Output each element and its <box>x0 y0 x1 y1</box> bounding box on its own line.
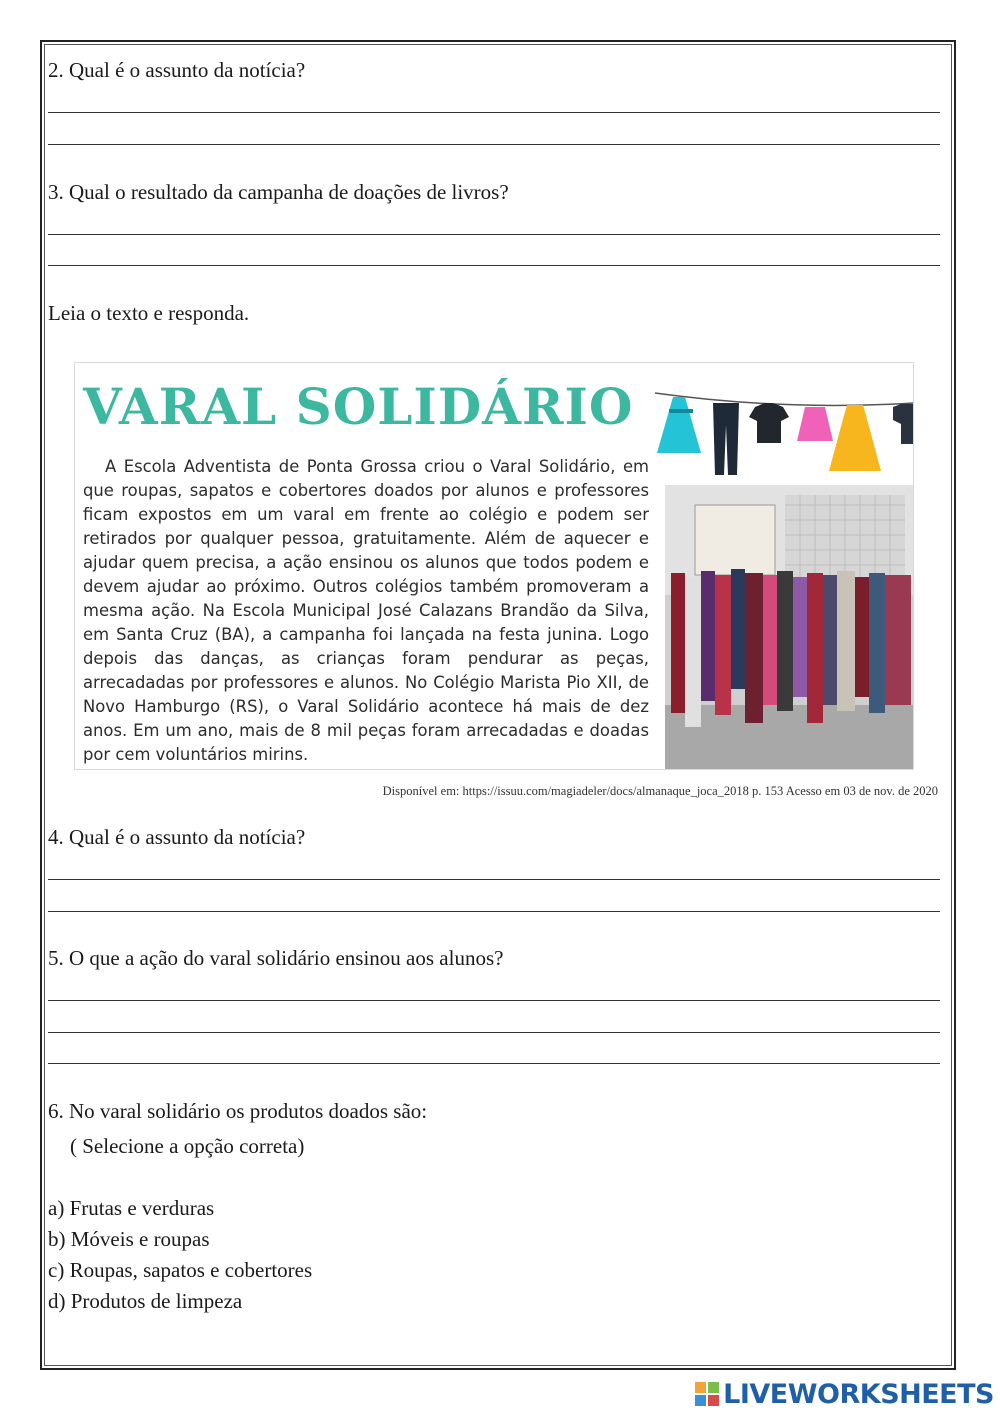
liveworksheets-logo <box>695 1378 994 1410</box>
instruction: Leia o texto e responda. <box>48 301 250 325</box>
question-5: 5. O que a ação do varal solidário ensinou aos alunos? <box>48 946 504 970</box>
answer-line-q2-1[interactable] <box>48 112 940 113</box>
answer-line-q4-1[interactable] <box>48 879 940 880</box>
option-c[interactable]: c) Roupas, sapatos e cobertores <box>48 1258 313 1282</box>
option-d[interactable]: d) Produtos de limpeza <box>48 1289 243 1313</box>
shirt-icon <box>749 403 789 443</box>
answer-line-q4-2[interactable] <box>48 911 940 912</box>
source-citation: Disponível em: https://issuu.com/magiadeler/docs/almanaque_joca_2018 p. 153 Acesso em 03 de nov. de 2020 <box>382 784 938 798</box>
answer-line-q5-1[interactable] <box>48 1000 940 1001</box>
article-image <box>74 362 914 770</box>
option-b[interactable]: b) Móveis e roupas <box>48 1227 210 1251</box>
liveworksheets-icon <box>695 1382 719 1406</box>
question-4: 4. Qual é o assunto da notícia? <box>48 825 306 849</box>
option-a[interactable]: a) Frutas e verduras <box>48 1196 215 1220</box>
answer-line-q5-3[interactable] <box>48 1063 940 1064</box>
question-3: 3. Qual o resultado da campanha de doações de livros? <box>48 180 509 204</box>
brand-name: LIVEWORKSHEETS <box>723 1378 994 1410</box>
partial-shirt-icon <box>893 404 914 444</box>
article-body: A Escola Adventista de Ponta Grossa criou o Varal Solidário, em que roupas, sapatos e cobertores doados por alunos e professores ficam expostos em um varal em frente ao colégio e podem ser retirados por qualquer pessoa, gratuitamente. Além de aquecer e ajudar quem precisa, a ação ensinou os alunos que todos podem e devem ajudar ao próximo. Outros colégios também promoveram a mesma ação. Na Escola Municipal José Calazans Brandão da Silva, em Santa Cruz (BA), a campanha foi lançada na festa junina. Logo depois das danças, as crianças foram pendurar as peças, arrecadadas por professores e alunos. No Colégio Marista Pio XII, de Novo Hamburgo (RS), o Varal Solidário acontece há mais de dez anos. Em um ano, mais de 8 mil peças foram arrecadadas e doadas por cem voluntários mirins. <box>83 457 649 764</box>
dress-icon <box>657 397 701 453</box>
article-title: VARAL SOLIDÁRIO <box>83 377 634 436</box>
pants-icon <box>713 403 739 475</box>
answer-line-q5-2[interactable] <box>48 1032 940 1033</box>
clothes-rack-photo <box>665 485 913 769</box>
answer-line-q3-1[interactable] <box>48 234 940 235</box>
question-6-hint: ( Selecione a opção correta) <box>70 1134 305 1158</box>
clothesline-illustration <box>645 363 914 483</box>
question-6: 6. No varal solidário os produtos doados são: <box>48 1099 428 1123</box>
answer-line-q2-2[interactable] <box>48 144 940 145</box>
yellow-dress-icon <box>829 405 881 471</box>
question-2: 2. Qual é o assunto da notícia? <box>48 58 306 82</box>
answer-line-q3-2[interactable] <box>48 265 940 266</box>
skirt-icon <box>797 407 833 441</box>
